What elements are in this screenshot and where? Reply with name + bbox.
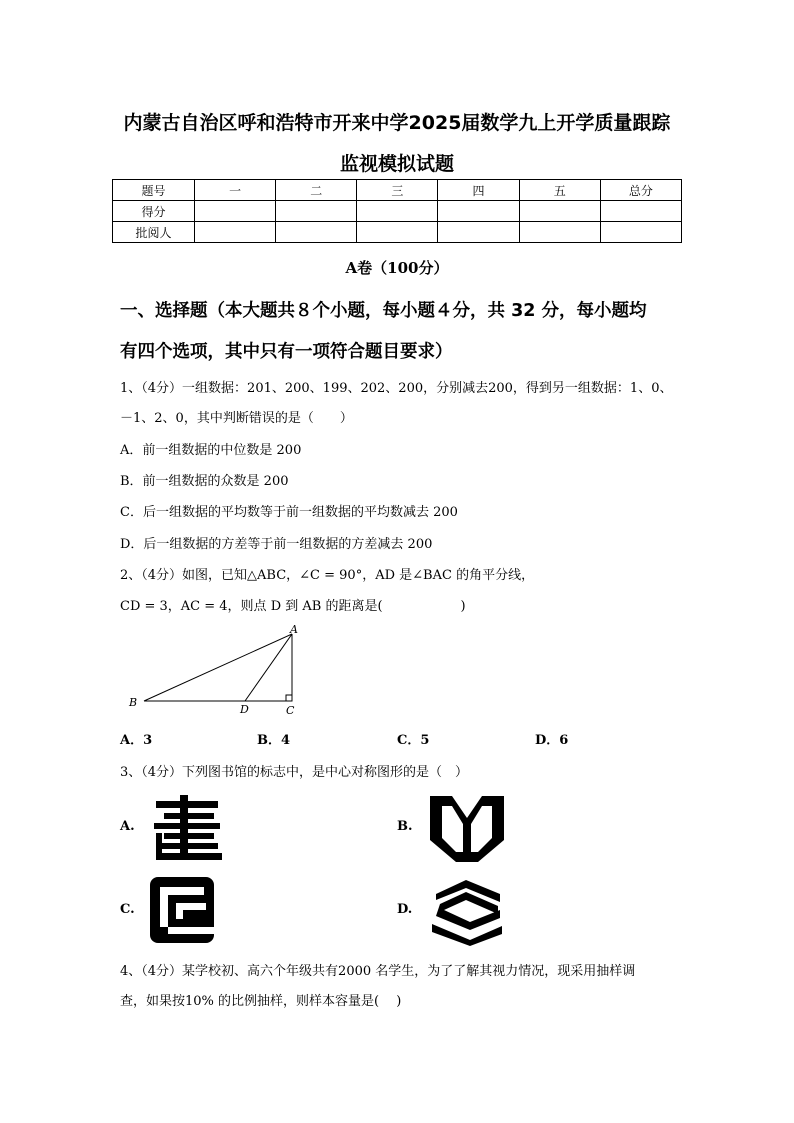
library-logo-d-icon[interactable] bbox=[430, 880, 504, 946]
library-logo-c-icon[interactable] bbox=[150, 877, 222, 943]
table-cell[interactable] bbox=[276, 201, 357, 222]
question-3-text: 3、（4分）下列图书馆的标志中，是中心对称图形的是（ ） bbox=[120, 765, 469, 780]
segment-ba bbox=[144, 634, 292, 701]
table-cell[interactable] bbox=[276, 222, 357, 243]
question-4-text-cont: 查，如果按10% 的比例抽样，则样本容量是( ) bbox=[120, 994, 402, 1009]
question-4-text: 4、（4分）某学校初、高六个年级共有2000 名学生，为了了解其视力情况，现采用抽样调 bbox=[120, 964, 636, 979]
table-cell: 三 bbox=[357, 180, 438, 201]
table-cell[interactable] bbox=[357, 222, 438, 243]
exam-title-line2: 监视模拟试题 bbox=[339, 153, 454, 175]
question-1-text-cont: －1、2、0，其中判断错误的是（ ） bbox=[120, 411, 353, 426]
library-logo-a-icon[interactable] bbox=[152, 795, 224, 863]
section-heading-line1: 一、选择题（本大题共８个小题，每小题４分，共 32 分，每小题均 bbox=[120, 301, 647, 321]
table-cell: 一 bbox=[195, 180, 276, 201]
table-cell: 五 bbox=[519, 180, 600, 201]
question-2-text: 2、（4分）如图，已知△ABC，∠C = 90°，AD 是∠BAC 的角平分线， bbox=[120, 568, 535, 583]
q3-option-d-label[interactable]: D. bbox=[397, 902, 413, 917]
q3-option-c-label[interactable]: C. bbox=[120, 902, 135, 917]
q3-option-a-label[interactable]: A. bbox=[120, 819, 135, 834]
table-cell: 二 bbox=[276, 180, 357, 201]
table-cell[interactable] bbox=[438, 201, 519, 222]
table-row bbox=[113, 222, 682, 243]
table-cell[interactable] bbox=[195, 222, 276, 243]
exam-title-line1: 内蒙古自治区呼和浩特市开来中学2025届数学九上开学质量跟踪 bbox=[123, 112, 671, 134]
table-cell[interactable] bbox=[600, 222, 681, 243]
table-cell: 得分 bbox=[113, 201, 195, 222]
table-cell: 总分 bbox=[600, 180, 681, 201]
q2-option-d[interactable]: D．6 bbox=[535, 733, 569, 748]
segment-da bbox=[245, 634, 292, 701]
table-cell[interactable] bbox=[357, 201, 438, 222]
vertex-label-d: D bbox=[240, 703, 249, 716]
table-cell[interactable] bbox=[600, 201, 681, 222]
score-table-header-row bbox=[113, 180, 682, 201]
table-cell: 批阅人 bbox=[113, 222, 195, 243]
vertex-label-b: B bbox=[129, 696, 138, 709]
question-2-text-cont: CD = 3，AC = 4，则点 D 到 AB 的距离是( ) bbox=[120, 599, 466, 614]
q2-option-a[interactable]: A．3 bbox=[120, 733, 153, 748]
question-1-text: 1、（4分）一组数据：201、200、199、202、200，分别减去200，得到另一组数据：1、0、 bbox=[120, 381, 673, 396]
score-table bbox=[112, 179, 682, 243]
q1-option-b[interactable]: B．前一组数据的众数是 200 bbox=[120, 474, 289, 489]
table-cell[interactable] bbox=[519, 222, 600, 243]
table-cell[interactable] bbox=[519, 201, 600, 222]
volume-label: A卷（100分） bbox=[345, 259, 449, 277]
q2-option-b[interactable]: B．4 bbox=[257, 733, 291, 748]
q2-option-c[interactable]: C．5 bbox=[397, 733, 430, 748]
triangle-figure bbox=[120, 622, 320, 720]
table-cell: 四 bbox=[438, 180, 519, 201]
table-row bbox=[113, 201, 682, 222]
table-cell[interactable] bbox=[438, 222, 519, 243]
section-heading-line2: 有四个选项，其中只有一项符合题目要求） bbox=[120, 342, 453, 362]
q1-option-a[interactable]: A．前一组数据的中位数是 200 bbox=[120, 443, 302, 458]
q1-option-c[interactable]: C．后一组数据的平均数等于前一组数据的平均数减去 200 bbox=[120, 505, 458, 520]
vertex-label-a: A bbox=[290, 623, 298, 636]
q3-option-b-label[interactable]: B. bbox=[397, 819, 413, 834]
library-logo-b-icon[interactable] bbox=[430, 796, 504, 864]
table-cell: 题号 bbox=[113, 180, 195, 201]
vertex-label-c: C bbox=[286, 704, 295, 717]
q1-option-d[interactable]: D．后一组数据的方差等于前一组数据的方差减去 200 bbox=[120, 537, 433, 552]
table-cell[interactable] bbox=[195, 201, 276, 222]
right-angle-mark bbox=[286, 695, 292, 701]
